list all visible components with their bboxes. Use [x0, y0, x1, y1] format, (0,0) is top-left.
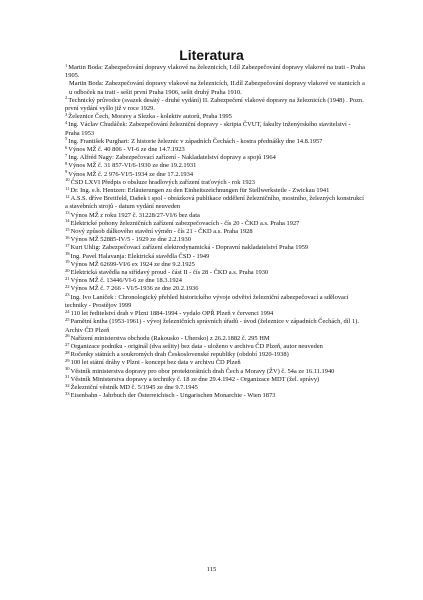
reference-text: 110 let ředitelství drah v Plzni 1884-1994 - vydalo OPŘ Plzeň v červenci 1994 — [70, 310, 274, 318]
reference-number: 26 — [65, 333, 70, 339]
page-heading: Literatura — [179, 47, 244, 63]
reference-text: Elektrická stavědla na střídavý proud - část II - čís 28 - ČKD a.s. Praha 1930 — [70, 269, 269, 277]
reference-number: 9 — [65, 169, 68, 175]
reference-text: Organizace podniku - originál (dva sešity) bez data - uloženo v archivu ČD Plzeň, autor neuveden — [70, 342, 323, 350]
reference-text: Výnos MŽ 52885-IV/5 - 1929 ze dne 2.2.1930 — [70, 236, 191, 244]
reference-number: 6 — [65, 144, 68, 150]
reference-number: 23 — [65, 292, 70, 298]
reference-text: Ročenky státních a soukromých drah Československé republiky (období 1920-1938) — [70, 351, 289, 359]
reference-text: Dr. Ing. e.h. Hentzen: Erläuterungen zu den Einheitszeichnungen für Stellwerksteile - Zwickau 1941 — [70, 187, 330, 195]
reference-text: Eisenbahn - Jahrbuch der Österreichisch - Ungarischen Monarchie - Wien 1873 — [70, 392, 276, 400]
reference-item — [65, 162, 365, 170]
reference-item — [65, 261, 365, 269]
reference-item — [65, 195, 365, 211]
reference-number: 11 — [65, 185, 70, 191]
reference-item — [65, 138, 365, 146]
reference-number: 18 — [65, 251, 70, 257]
reference-number: 32 — [65, 382, 70, 388]
reference-text: Výnos MŽ č. 31 857-VI/6-1930 ze dne 19.2.1931 — [68, 162, 197, 170]
reference-number: 16 — [65, 234, 70, 240]
reference-item — [65, 220, 365, 228]
reference-item — [65, 392, 365, 400]
reference-list — [65, 64, 365, 400]
reference-number: 15 — [65, 226, 70, 232]
reference-number: 30 — [65, 366, 70, 372]
reference-text: Výnos MŽ č. 7 266 - VI/5-1936 ze dne 20.2.1936 — [70, 285, 199, 293]
reference-text: Výnos MŽ č. 13446/VI-6 ze dne 18.3.1924 — [70, 277, 182, 285]
reference-number: 25 — [65, 316, 70, 322]
reference-number: 3 — [65, 111, 68, 117]
reference-number: 10 — [65, 177, 70, 183]
reference-item — [65, 253, 365, 261]
reference-number: 21 — [65, 275, 70, 281]
reference-item — [65, 359, 365, 367]
reference-number: 4 — [65, 120, 68, 126]
reference-item — [65, 80, 365, 96]
reference-number: 19 — [65, 259, 70, 265]
reference-item — [65, 171, 365, 179]
reference-number: 13 — [65, 210, 70, 216]
reference-item — [65, 384, 365, 392]
reference-item — [65, 335, 365, 343]
reference-item — [65, 97, 365, 113]
reference-item — [65, 376, 365, 384]
reference-number: 17 — [65, 243, 70, 249]
reference-item — [65, 179, 365, 187]
reference-text: Železniční věstník MD č. 5/1945 ze dne 9.7.1945 — [70, 383, 198, 391]
reference-number: 33 — [65, 390, 70, 396]
reference-number: 7 — [65, 152, 68, 158]
reference-text: Ing. Ivo Laníček : Chronologický přehled historického vývoje odvětví železniční zabezpečovací a sdělovací techniky - Prostějov 1999 — [65, 293, 349, 309]
reference-text: Železnice Čech, Moravy a Slezka - kolektiv autorů, Praha 1995 — [68, 113, 232, 121]
reference-item — [65, 294, 365, 310]
reference-text: Výnos MŽ č. 40 806 - VI-6 ze dne 14.7.1923 — [68, 146, 185, 154]
reference-text: Ing. Václav Chudáček: Zabezpečování železniční dopravy - skripta ČVUT, fakulty inženýrského stavitelství - Praha 1953 — [65, 121, 351, 137]
reference-number: 14 — [65, 218, 70, 224]
reference-number: 2 — [65, 95, 68, 101]
reference-item — [65, 212, 365, 220]
page-number: 115 — [206, 566, 217, 573]
reference-text: Pamětní kniha (1953-1961) - vývoj železničních správních úřadů - úvod (železnice v západních Čechách, díl 1). Archiv ČD Plzeň — [65, 318, 359, 334]
reference-number: 20 — [65, 267, 70, 273]
reference-item — [65, 121, 365, 137]
reference-text: Martin Boda: Zabezpečování dopravy vlakové na železnicích, I.díl Zabezpečování dopravy vlakové na trati - Praha 1905. — [65, 64, 366, 80]
reference-item — [65, 343, 365, 351]
reference-number: 31 — [65, 374, 70, 380]
reference-item — [65, 64, 365, 80]
reference-number: 1 — [65, 62, 68, 68]
reference-text: Nařízení ministerstva obchodu (Rakousko - Uhersko) z 26.2.1882 č. 295 HM — [70, 334, 270, 342]
reference-item — [65, 318, 365, 334]
reference-number: 24 — [65, 308, 70, 314]
reference-text: A.S.S. dříve Breitfeld, Daňek i spol - obrázková publikace oddělení železničního, mostního, železných konstrukcí a stavebních strojů - datum vydání neuveden — [65, 195, 364, 211]
reference-text: Nový způsob dálkového stavění výměn - čís 21 - ČKD a.s. Praha 1928 — [70, 228, 253, 236]
reference-text: Martin Boda: Zabezpečování dopravy vlakové na železnicích, II.díl Zabezpečování dopravy vlakové ve stanicích a u odboček na trati - sešit první Praha 1906, sešit druhý Praha 1910. — [69, 80, 365, 96]
reference-text: Elektrické pohony železničních zařízení zabezpečovacích - čís 20 - ČKD a.s. Praha 1927 — [70, 219, 300, 227]
reference-number: 8 — [65, 161, 68, 167]
reference-number: 28 — [65, 349, 70, 355]
reference-number: 29 — [65, 357, 70, 363]
reference-text: ČSD LXVI Předpis o obsluze hradlových zařízení traťových - rok 1923 — [70, 178, 255, 186]
reference-text: Kurt Uhlig: Zabezpečovací zařízení elektrodynamická - Dopravní nakladatelství Praha 1959 — [70, 244, 309, 252]
reference-number: 5 — [65, 136, 68, 142]
reference-number: 22 — [65, 284, 70, 290]
reference-text: 100 let státní dráhy v Plzni - koncept bez data v archivu ČD Plzeň — [70, 359, 241, 367]
reference-text: Výnos MŽ z roku 1927 č. 31228/27-VI/6 bez data — [70, 211, 200, 219]
reference-text: Ing. Alfréd Nagy: Zabezpečovací zařízení - Nakladatelství dopravy a spojů 1964 — [68, 154, 276, 162]
reference-number: 12 — [65, 193, 70, 199]
reference-text: Výnos MŽ 62699-VI/6 ex 1924 ze dne 9.2.1925 — [70, 260, 195, 268]
reference-text: Ing. František Purghart: Z historie železnic v západních Čechách - kostra přednášky dne 14.8.1957 — [68, 137, 323, 145]
reference-text: Věstník Ministerstva dopravy a techniky č. 18 ze dne 29.4.1942 - Organizace MDT (žel. správy) — [70, 375, 320, 383]
reference-item — [65, 244, 365, 252]
reference-item — [65, 368, 365, 376]
reference-item — [65, 285, 365, 293]
reference-item — [65, 146, 365, 154]
reference-text: Ing. Pavel Halavanja: Elektrická stavědla ČSD - 1949 — [70, 252, 210, 260]
reference-text: Věstník ministerstva dopravy pro obor protektorátních drah Čech a Moravy (ŽV) č. 54a ze 16.11.1940 — [70, 367, 335, 375]
reference-number: 27 — [65, 341, 70, 347]
reference-text: Technický průvodce (svazek desátý - druhé vydání) II. Zabezpečení vlakové dopravy na železnicích (1948) . Pozn. první vydání vyšlo již v roce 1929. — [65, 96, 364, 113]
reference-text: Výnos MŽ č. 2 976-VI/5-1934 ze dne 17.2.1934 — [68, 170, 194, 178]
